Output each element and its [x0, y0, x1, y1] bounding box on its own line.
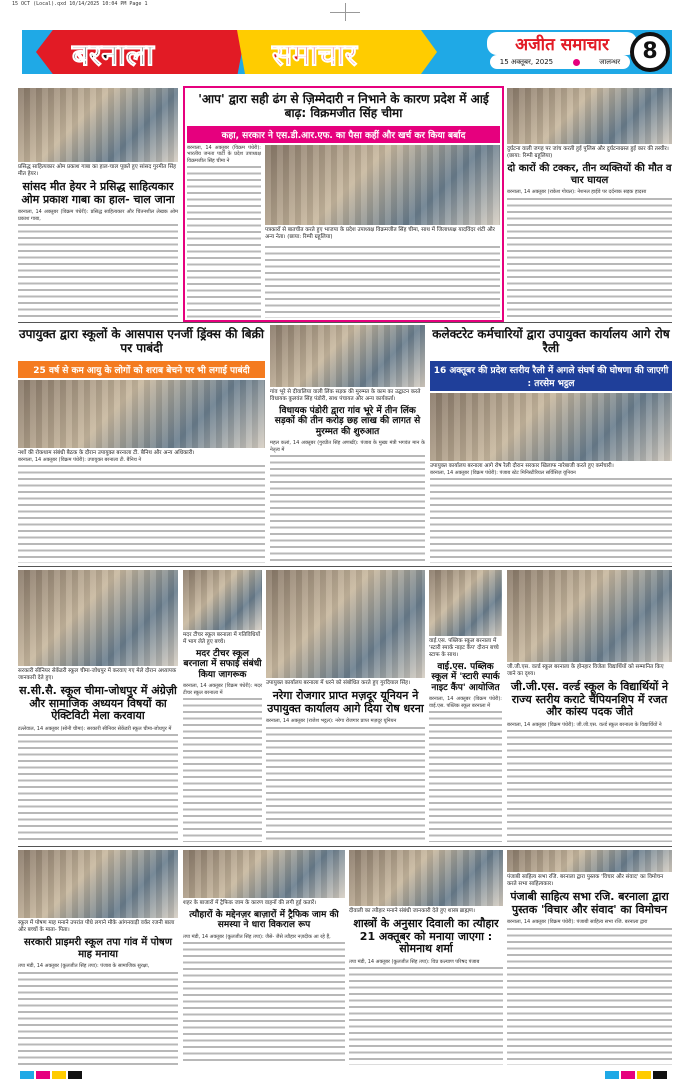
news-article[interactable] [18, 325, 265, 563]
body-text [349, 965, 503, 1065]
dateline: महल कलां, 14 अक्तूबर (गुरप्रीत सिंह अणखी): पंजाब के मुख्य मंत्री भगवंत मान के नेतृत्व में [270, 440, 425, 453]
body-text [429, 709, 502, 842]
print-slug: 15 OCT (Local).qxd 10/14/2025 10:04 PM Page 1 [12, 1, 148, 7]
news-photo [507, 570, 672, 662]
body-text [183, 940, 345, 1065]
body-column [187, 145, 261, 318]
dateline: बरनाला, 14 अक्तूबर (विक्रम पंधेरी): प्रसिद्ध साहित्यकार और चिंतनशील लेखक ओम प्रकाश गाबा, [18, 209, 178, 222]
body-text [18, 463, 265, 563]
dateline: बरनाला, 14 अक्तूबर (विक्रम पंधेरी): उपायुक्त बरनाला टी. बैनिथ ने [18, 456, 142, 463]
headline[interactable]: दो कारों की टक्कर, तीन व्यक्तियों की मौत व चार घायल [507, 163, 672, 186]
news-photo [266, 570, 425, 678]
dateline: तपा मंडी, 14 अक्तूबर (कुलजीत सिंह तपा): विप्र कल्याण परिषद पंजाब [349, 958, 480, 965]
news-photo [183, 570, 262, 630]
news-article[interactable] [430, 325, 672, 563]
body-text [18, 970, 178, 1066]
headline[interactable]: उपायुक्त द्वारा स्कूलों के आसपास एनर्जी ड्रिंक्स की बिक्री पर पाबंदी [19, 327, 264, 355]
dateline: बरनाला, 14 अक्तूबर (राजेश भट्ठल): नरेगा रोजगार प्राप्त मज़दूर यूनियन [266, 718, 397, 725]
registration-mark [605, 1071, 619, 1079]
headline[interactable]: कलेक्टरेट कर्मचारियों द्वारा उपायुक्त कार्यालय आगे रोष रैली [432, 327, 670, 355]
edition-info [490, 55, 630, 69]
news-photo [270, 325, 425, 387]
headline[interactable]: मदर टीचर स्कूल बरनाला में सफाई संबंधी किया जागरूक [183, 649, 262, 680]
subheadline-bar: 25 वर्ष से कम आयु के लोगों को शराब बेचने पर भी लगाई पाबंदी [18, 361, 265, 378]
dateline: बरनाला, 14 अक्तूबर (विक्रम पंधेरी): मदर टीचर स्कूल बरनाला में [183, 683, 262, 696]
news-article[interactable] [183, 850, 345, 1065]
photo-caption: नशों की रोकथाम संबंधी बैठक के दौरान उपायुक्त बरनाला टी. बैनिथ और अन्य अधिकारी। [18, 449, 195, 456]
body-text [507, 728, 672, 842]
dateline: बरनाला, 14 अक्तूबर (विक्रम पंधेरी): जी.जी.एस. वर्ल्ड स्कूल बरनाला के विद्यार्थियों ने [507, 721, 662, 728]
photo-caption: प्रसिद्ध साहित्यकार ओम प्रकाश गाबा का हाल-चाल पूछते हुए सांसद गुरमीत सिंह मीत हेयर। [18, 164, 177, 177]
headline[interactable]: वाई.एस. पब्लिक स्कूल में 'स्टारी स्पार्क नाइट कैंप' आयोजित [431, 662, 500, 693]
news-article[interactable] [183, 570, 262, 842]
headline[interactable]: विधायक पंडोरी द्वारा गांव भूरे में तीन लिंक सड़कों की तीन करोड़ छह लाख की लागत से मुरम्मत की शुरुआत [274, 406, 421, 437]
news-photo [430, 393, 672, 461]
bullet-icon [573, 59, 580, 66]
headline[interactable]: त्यौहारों के मद्देनज़र बाज़ारों में ट्रैफिक जाम की समस्या ने धारा विकराल रूप [189, 910, 339, 931]
headline[interactable]: पंजाबी साहित्य सभा रजि. बरनाला द्वारा पुस्तक 'विचार और संवाद' का विमोचन [510, 890, 669, 916]
page-number: 8 [630, 32, 670, 72]
news-photo [507, 88, 672, 144]
photo-block [265, 145, 500, 318]
news-article[interactable] [507, 570, 672, 842]
paper-name: अजीत समाचार [487, 32, 637, 55]
dateline: बरनाला, 14 अक्तूबर (विक्रम पंधेरी): भारतीय जनता पार्टी के प्रदेश उपाध्यक्ष विक्रमजीत सिंह चीमा ने [187, 144, 261, 164]
crop-mark [345, 3, 346, 21]
dateline: बरनाला, 14 अक्तूबर (विक्रम पंधेरी): पंजाबी साहित्य सभा रजि. बरनाला द्वारा [507, 919, 648, 926]
news-photo [429, 570, 502, 636]
dateline: तपा मंडी, 14 अक्तूबर (कुलजीत सिंह तपा): पंजाब के सामाजिक सुरक्षा, [18, 963, 150, 969]
edition-city: जालन्धर [599, 57, 621, 66]
photo-caption: पत्रकारों से बातचीत करते हुए भाजपा के प्रदेश उपाध्यक्ष विक्रमजीत सिंह चीमा, साथ में जिलाध्यक्ष यादविंदर शंटी और अन्य नेता। (छाया: रिम्पी ग्रहूलिया) [265, 226, 495, 240]
photo-caption: दीवाली का त्यौहार मनाने संबंधी जानकारी देते हुए शास्त्र ब्राह्मण। [349, 908, 475, 914]
news-article[interactable] [18, 570, 178, 842]
headline[interactable]: स.सी.सै. स्कूल चीमा-जोधपुर में अंग्रेज़ी और सामाजिक अध्ययन विषयों का ऐक्टिविटी मेला करवाया [19, 684, 177, 723]
headline[interactable]: सांसद मीत हेयर ने प्रसिद्ध साहित्यकार ओम प्रकाश गाबा का हाल- चाल जाना [21, 180, 175, 206]
news-article[interactable] [18, 88, 178, 318]
divider [18, 846, 672, 847]
news-photo [507, 850, 672, 872]
news-article[interactable] [349, 850, 503, 1065]
subheadline-bar: कहा, सरकार ने एस.डी.आर.एफ. का पैसा कहीं और खर्च कर किया बर्बाद [187, 126, 500, 143]
body-text [265, 244, 500, 318]
headline[interactable]: 'आप' द्वारा सही ढंग से ज़िम्मेदारी न निभाने के कारण प्रदेश में आई बाढ़: विक्रमजीत सिंह चीमा [198, 92, 489, 120]
news-article[interactable] [429, 570, 502, 842]
news-article[interactable] [187, 90, 500, 318]
registration-mark [52, 1071, 66, 1079]
photo-caption: शहर के बाजारों में ट्रैफिक जाम के कारण वाहनों की लगी हुई कतारें। [183, 900, 317, 906]
body-text [270, 453, 425, 563]
registration-mark [20, 1071, 34, 1079]
photo-caption: उपायुक्त कार्यालय बरनाला आगे रोष रैली दौरान सरकार खिलाफ नारेबाजी करते हुए कर्मचारी। [430, 462, 614, 469]
registration-mark [621, 1071, 635, 1079]
dateline: टल्लेवाल, 14 अक्तूबर (सोनी चीमा): सरकारी सीनियर सेकेंडरी स्कूल चीमा-जोधपुर में [18, 725, 172, 732]
body-text [187, 164, 261, 318]
subheadline-bar: 16 अक्तूबर की प्रदेश स्तरीय रैली में अगले संघर्ष की घोषणा की जाएगी : तरसेम भट्ठल [430, 361, 672, 391]
masthead-title-samachar: समाचार [272, 38, 358, 73]
registration-mark [653, 1071, 667, 1079]
news-article[interactable] [18, 850, 178, 1065]
photo-caption: सरकारी सीनियर सेकेंडरी स्कूल चीमा-जोधपुर में करवाए गए मेले दौरान अध्यापक जानकारी देते हुए। [18, 668, 177, 681]
photo-caption: मदर टीचर स्कूल बरनाला में गतिविधियों में भाग लेते हुए बच्चे। [183, 632, 261, 645]
registration-mark [637, 1071, 651, 1079]
headline[interactable]: जी.जी.एस. वर्ल्ड स्कूल के विद्यार्थियों ने राज्य स्तरीय कराटे चैंपियनशिप में रजत और कांस्य पदक जीते [510, 680, 669, 719]
news-article[interactable] [266, 570, 425, 842]
headline[interactable]: शास्त्रों के अनुसार दिवाली का त्यौहार 21 अक्तूबर को मनाया जाएगा : सोमनाथ शर्मा [353, 917, 499, 956]
registration-mark [36, 1071, 50, 1079]
news-photo [18, 88, 178, 162]
news-photo [18, 850, 178, 918]
photo-caption: पंजाबी साहित्य सभा रजि. बरनाला द्वारा पुस्तक 'विचार और संवाद' का विमोचन करते सभा साहित्यकार। [507, 874, 664, 887]
masthead [22, 30, 672, 74]
body-text [507, 196, 672, 319]
body-text [266, 725, 425, 842]
photo-caption: जी.जी.एस. वर्ल्ड स्कूल बरनाला के होनहार विजेता विद्यार्थियों को सम्मानित किए जाने का दृश्य। [507, 664, 664, 677]
photo-caption: दुर्घटना वाली जगह पर जांच करती हुई पुलिस और दुर्घटनाग्रस्त हुई कार की तस्वीर। (छाया: रिम्पी ग्रहूलिया) [507, 146, 669, 159]
divider [18, 322, 672, 323]
news-photo [18, 380, 265, 448]
news-photo [265, 145, 500, 225]
photo-caption: गांव भूरे से दीवालिया वाली लिंक सड़क की मुरम्मत के काम का उद्घाटन करते विधायक कुलवंत सिंह पंडोरी, साथ पंचायत और अन्य कार्यकर्ता। [270, 389, 421, 402]
photo-caption: स्कूल में पोषण माह मनाने उपरांत पौधे लगाने मौके आंगनवाड़ी वर्कर रजनी बाला और बच्चों के माता- पिता। [18, 920, 175, 933]
photo-caption: वाई.एस. पब्लिक स्कूल बरनाला में 'स्टारी स्पार्क नाइट कैंप' दौरान बच्चे स्टाफ के साथ। [429, 638, 499, 658]
news-article[interactable] [270, 325, 425, 563]
headline[interactable]: सरकारी प्राइमरी स्कूल तपा गांव में पोषण माह मनाया [24, 937, 172, 960]
edition-date: 15 अक्तूबर, 2025 [499, 57, 554, 66]
divider [18, 566, 672, 567]
news-photo [349, 850, 503, 906]
news-photo [183, 850, 345, 898]
news-article[interactable] [507, 850, 672, 1065]
photo-caption: उपायुक्त कार्यालय बरनाला में धरने को संबोधित करते हुए गुरदियाल सिंह। [266, 680, 411, 686]
news-photo [18, 570, 178, 666]
masthead-title-barnala: बरनाला [72, 38, 154, 73]
news-article[interactable] [507, 88, 672, 318]
dateline: बरनाला, 14 अक्तूबर (विक्रम पंधेरी): वाई.एस. पब्लिक स्कूल बरनाला में [429, 696, 502, 709]
dateline: बरनाला, 14 अक्तूबर (राकेश गोयल): नेशनल हाईवे पर दर्दनाक सड़क हादसा [507, 189, 647, 195]
registration-mark [68, 1071, 82, 1079]
lead-story-body [187, 145, 500, 318]
body-text [430, 476, 672, 563]
dateline: बरनाला, 14 अक्तूबर (विक्रम पंधेरी): पंजाब स्टेट मिनिस्टीरियल सर्विसिज़ यूनियन [430, 469, 576, 476]
dateline: तपा मंडी, 14 अक्तूबर (कुलजीत सिंह तपा): जैसे- जैसे त्यौहार नज़दीक आ रहे हैं, [183, 933, 331, 940]
headline[interactable]: नरेगा रोजगार प्राप्त मज़दूर यूनियन ने उपायुक्त कार्यालय आगे दिया रोष धरना [267, 689, 424, 715]
body-text [507, 926, 672, 1065]
body-text [183, 696, 262, 842]
body-text [18, 222, 178, 318]
body-text [18, 732, 178, 842]
